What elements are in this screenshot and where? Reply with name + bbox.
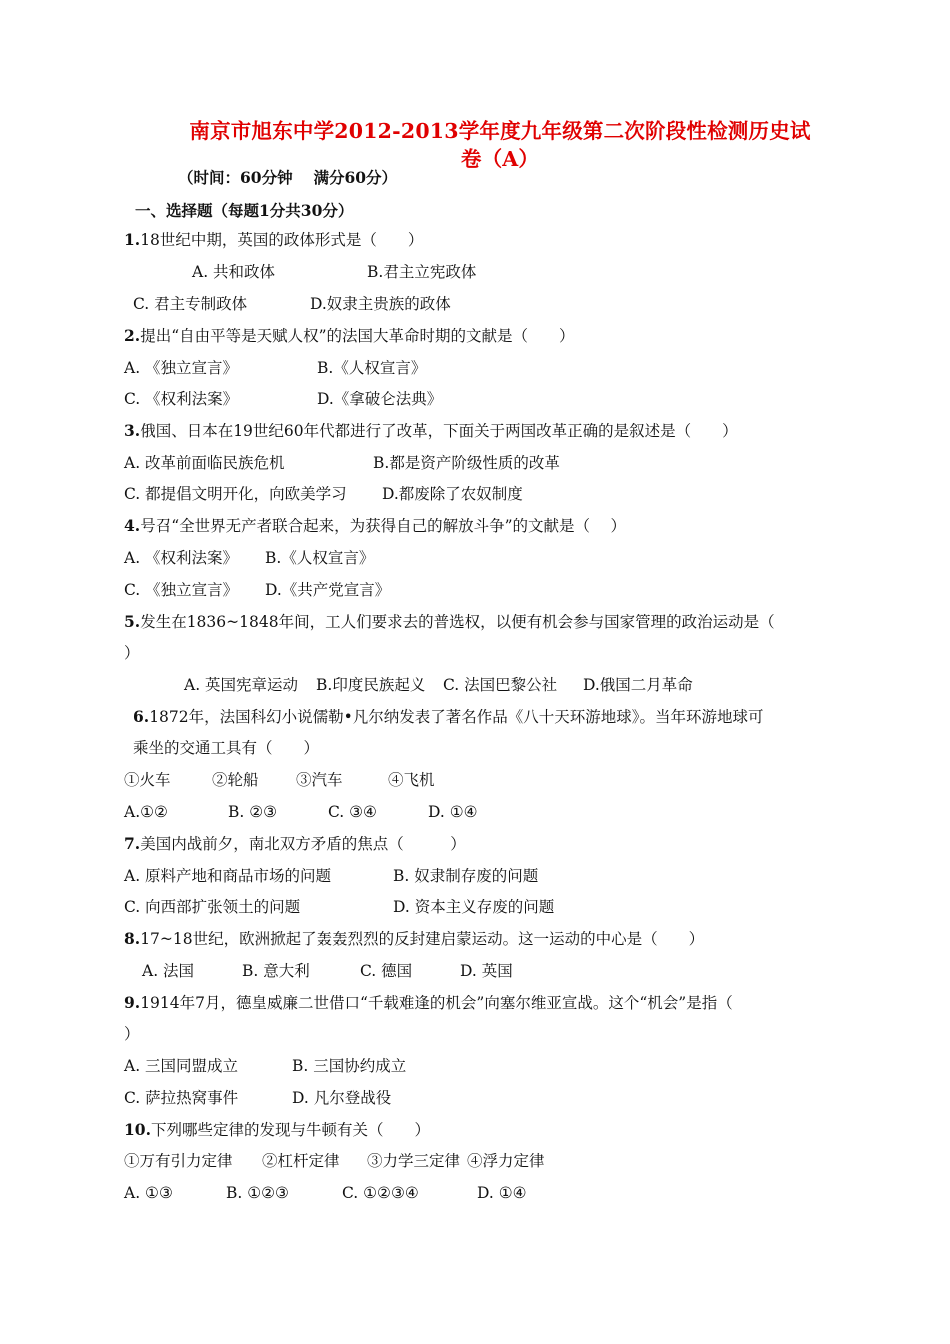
option: C. 君主专制政体 [133,295,248,313]
question-number: 8. [124,929,141,948]
question-number: 6. [133,707,150,726]
option: A. 法国 [142,962,195,980]
option: C. 《权利法案》 [124,390,239,408]
option: A. 改革前面临民族危机 [124,454,285,472]
option: B.君主立宪政体 [367,263,477,281]
option: B.都是资产阶级性质的改革 [373,454,560,472]
item: ③力学三定律 [367,1152,461,1170]
question-stem: 号召“全世界无产者联合起来，为获得自己的解放斗争”的文献是（ ） [140,517,626,535]
question-stem: 美国内战前夕，南北双方矛盾的焦点（ ） [140,835,466,853]
question-stem: 1914年7月，德皇威廉二世借口“千载难逢的机会”向塞尔维亚宣战。这个“机会”是指（ [140,994,733,1012]
title-line-2: 卷（A） [460,147,540,171]
question-stem: 下列哪些定律的发现与牛顿有关（ ） [150,1121,430,1139]
question-number: 2. [124,326,141,345]
question-number: 9. [124,993,141,1012]
question-9 [124,993,733,1013]
option: B. ②③ [228,803,278,821]
option: B.《人权宣言》 [317,359,427,377]
option: C. 《独立宣言》 [124,581,239,599]
option: D. 英国 [460,962,513,980]
question-5 [124,612,775,632]
question-number: 1. [124,230,141,249]
option: B. 意大利 [242,962,310,980]
section-heading: 一、选择题（每题1分共30分） [135,201,354,220]
exam-title [150,117,850,173]
option: C. 向西部扩张领土的问题 [124,898,301,916]
question-7 [124,834,466,854]
question-number: 5. [124,612,141,631]
question-2 [124,326,575,346]
question-4 [124,516,626,536]
time-info: （时间：60分钟 满分60分） [178,168,398,187]
option: C. ③④ [328,803,377,821]
item: ①万有引力定律 [124,1152,233,1170]
item: ①火车 [124,771,171,789]
question-8 [124,929,704,949]
question-3 [124,421,738,441]
question-stem-continued: 乘坐的交通工具有（ ） [133,739,320,757]
question-stem: 发生在1836~1848年间，工人们要求去的普选权，以便有机会参与国家管理的政治运动是（ [140,613,775,631]
question-number: 10. [124,1120,151,1139]
question-1 [124,230,423,250]
question-stem: 提出“自由平等是天赋人权”的法国大革命时期的文献是（ ） [140,327,575,345]
question-stem-continued: ） [124,1025,140,1043]
question-6 [133,707,764,727]
question-stem-continued: ） [124,644,140,662]
option: C. ①②③④ [342,1184,419,1202]
option: D.俄国二月革命 [583,676,693,694]
option: B.《人权宣言》 [265,549,375,567]
question-stem: 俄国、日本在19世纪60年代都进行了改革，下面关于两国改革正确的是叙述是（ ） [140,422,738,440]
option: D.都废除了农奴制度 [382,485,523,503]
option: C. 法国巴黎公社 [443,676,558,694]
option: D. ①④ [428,803,478,821]
option: B.印度民族起义 [316,676,426,694]
option: B. ①②③ [226,1184,289,1202]
option: D.《共产党宣言》 [265,581,391,599]
option: D. 资本主义存废的问题 [393,898,555,916]
item: ④浮力定律 [467,1152,545,1170]
title-line-1: 南京市旭东中学2012-2013学年度九年级第二次阶段性检测历史试 [189,119,811,143]
option: C. 德国 [360,962,413,980]
item: ②杠杆定律 [262,1152,340,1170]
question-stem: 18世纪中期，英国的政体形式是（ ） [140,231,424,249]
option: C. 都提倡文明开化，向欧美学习 [124,485,347,503]
option: B. 奴隶制存废的问题 [393,867,539,885]
option: A. 原料产地和商品市场的问题 [124,867,332,885]
question-10 [124,1120,430,1140]
option: A. 共和政体 [192,263,276,281]
option: D. ①④ [477,1184,527,1202]
option: A. ①③ [124,1184,173,1202]
option: A.①② [124,803,168,821]
option: A. 《权利法案》 [124,549,239,567]
option: D. 凡尔登战役 [292,1089,392,1107]
option: D.《拿破仑法典》 [317,390,443,408]
question-stem: 17~18世纪，欧洲掀起了轰轰烈烈的反封建启蒙运动。这一运动的中心是（ ） [140,930,705,948]
question-stem: 1872年，法国科幻小说儒勒•凡尔纳发表了著名作品《八十天环游地球》。当年环游地球可 [149,708,764,726]
option: B. 三国协约成立 [292,1057,407,1075]
option: C. 萨拉热窝事件 [124,1089,239,1107]
option: A. 《独立宣言》 [124,359,239,377]
question-number: 3. [124,421,141,440]
option: A. 三国同盟成立 [124,1057,239,1075]
option: D.奴隶主贵族的政体 [310,295,451,313]
item: ②轮船 [212,771,259,789]
option: A. 英国宪章运动 [184,676,299,694]
item: ③汽车 [296,771,343,789]
item: ④飞机 [388,771,435,789]
question-number: 4. [124,516,141,535]
question-number: 7. [124,834,141,853]
